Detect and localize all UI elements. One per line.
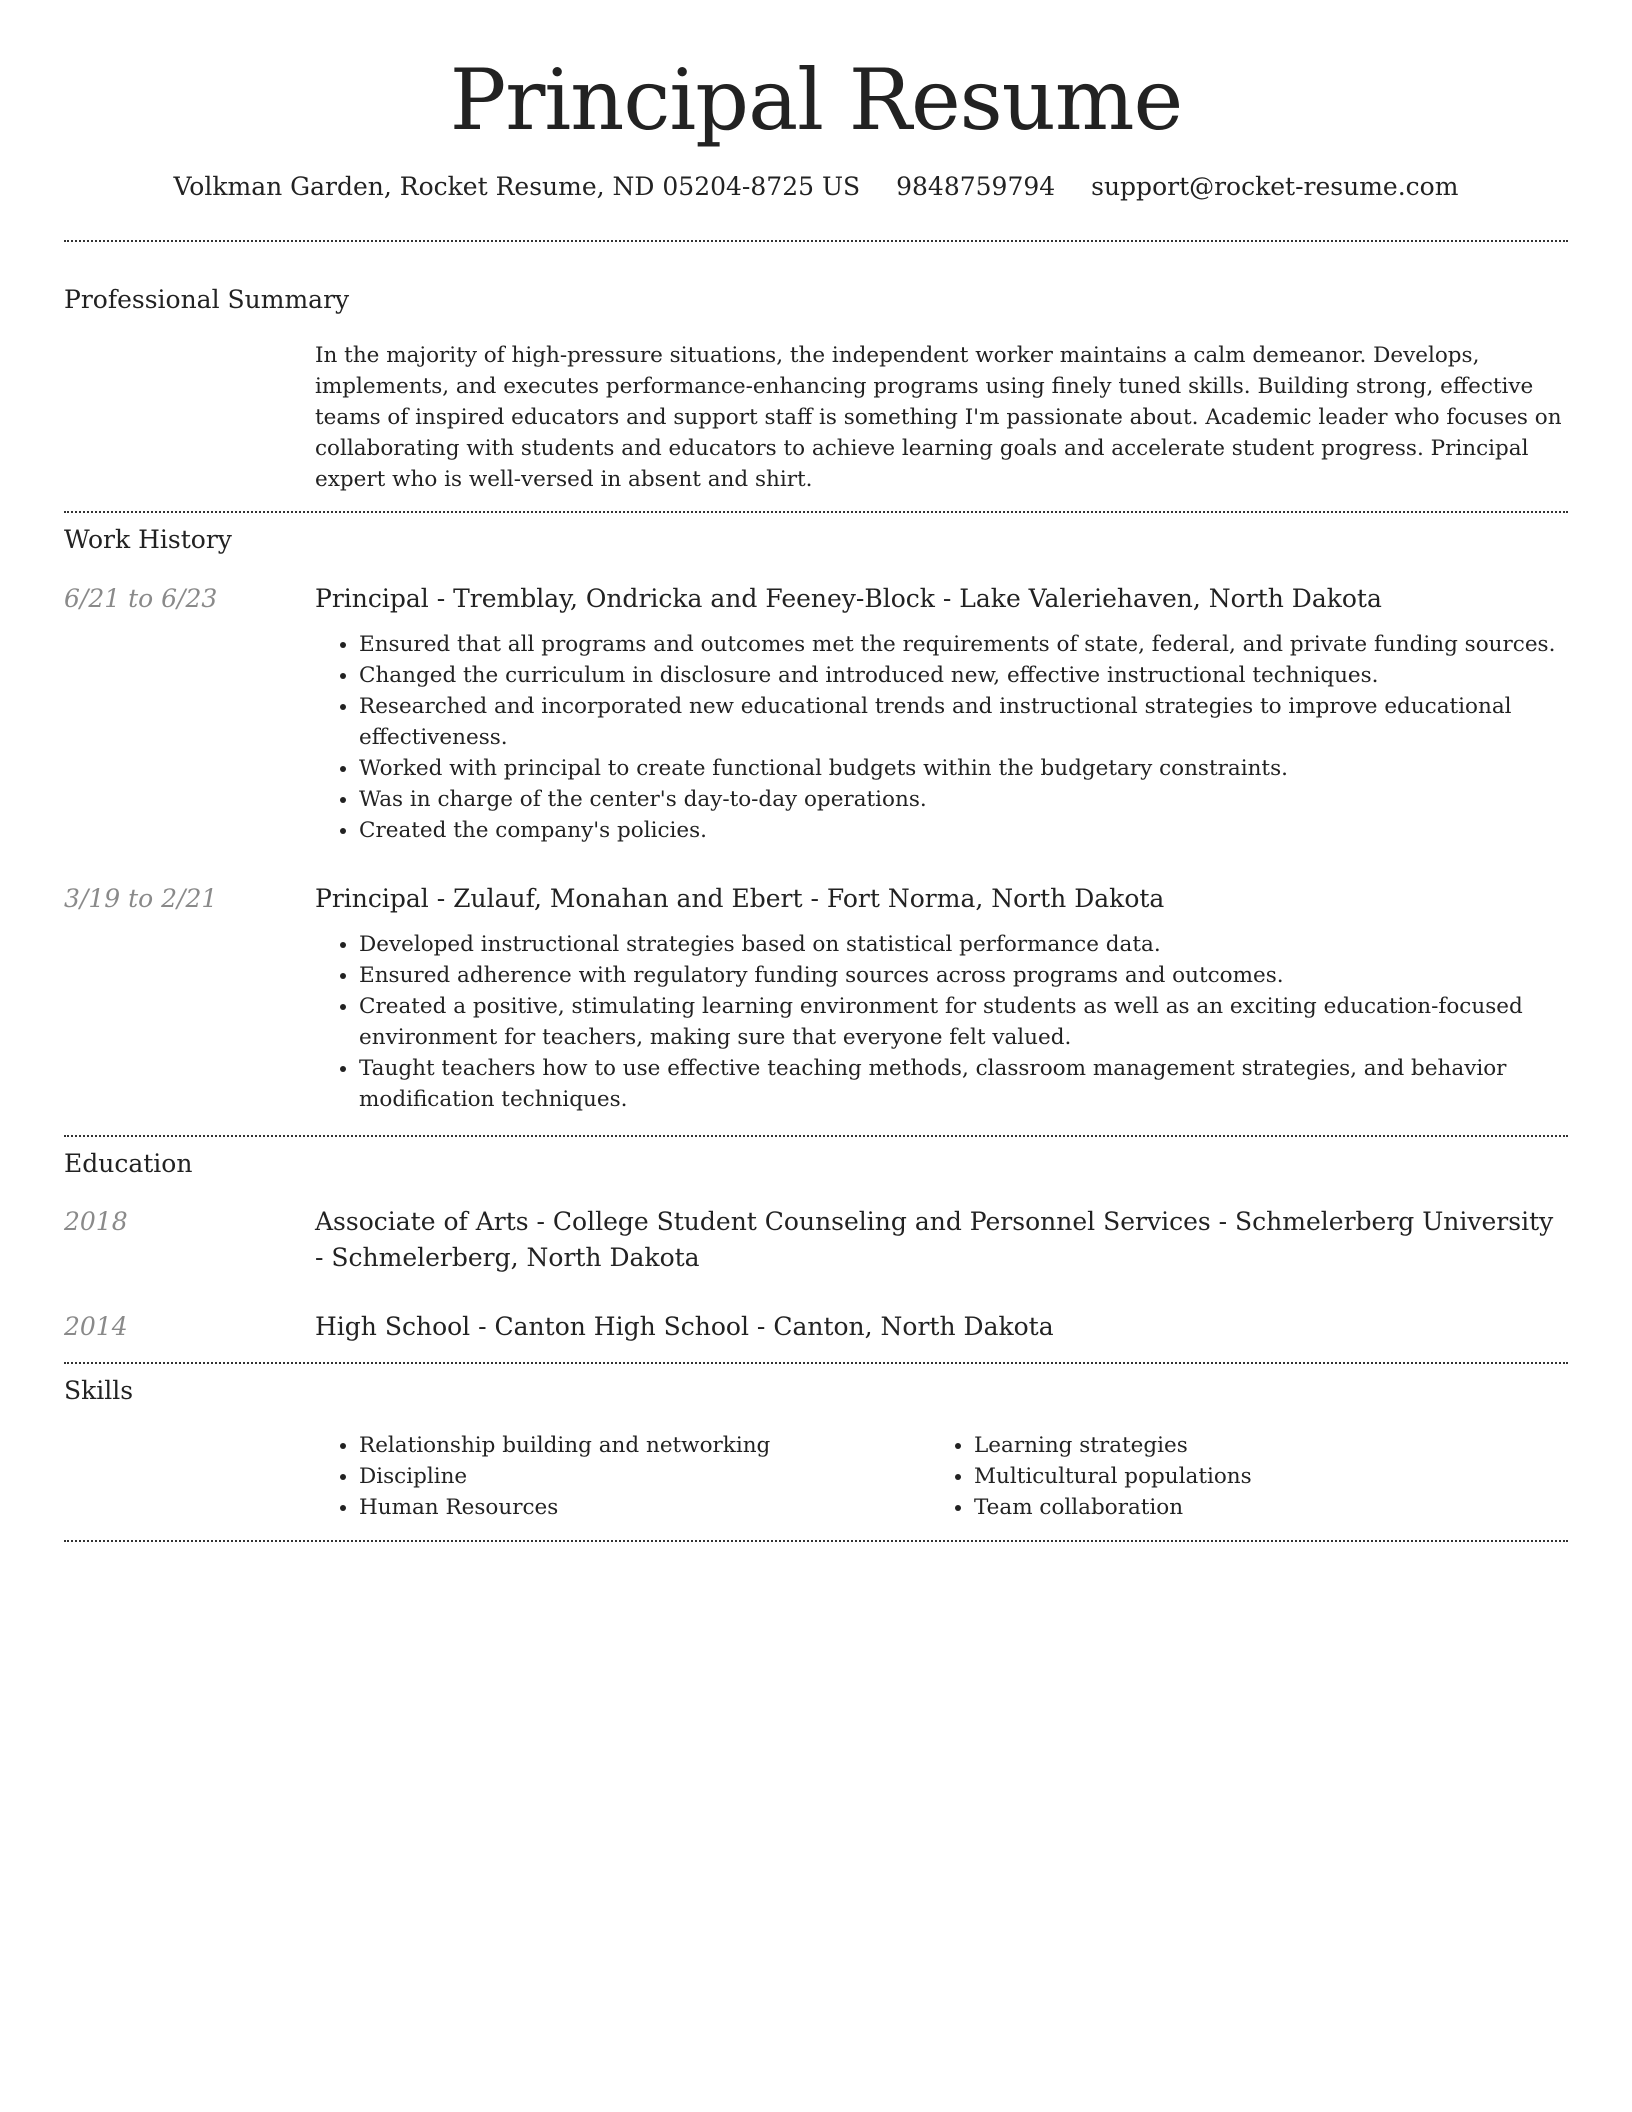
job-bullets [315, 929, 1568, 1115]
education-text [315, 1204, 1568, 1276]
section-heading-skills: Skills [64, 1376, 134, 1405]
list-item: • Was in charge of the center's day-to-day operations. [359, 784, 1568, 815]
skill-item: • Multicultural populations [974, 1461, 1520, 1492]
skills-list [315, 1430, 905, 1523]
contact-phone: 9848759794 [896, 172, 1056, 201]
contact-line [64, 170, 1568, 204]
education-school: - Canton High School - Canton, North Dakota [470, 1312, 1054, 1341]
skills-column-left [315, 1430, 905, 1523]
education-school: - Schmelerberg University - Schmelerberg, North Dakota [315, 1207, 1554, 1272]
job-dates: 6/21 to 6/23 [64, 584, 218, 613]
divider [64, 240, 1568, 242]
list-item: • Researched and incorporated new educational trends and instructional strategies to improve educational effectiveness. [359, 691, 1568, 753]
section-heading-work: Work History [64, 525, 232, 554]
education-degree: Associate of Arts - College Student Counseling and Personnel Services [315, 1207, 1211, 1236]
education-entry [315, 1309, 1568, 1345]
skills-list [930, 1430, 1520, 1523]
education-text [315, 1309, 1568, 1345]
contact-email: support@rocket-resume.com [1091, 172, 1459, 201]
section-heading-education: Education [64, 1149, 193, 1178]
skill-item: • Discipline [359, 1461, 905, 1492]
divider [64, 1135, 1568, 1137]
list-item: • Ensured that all programs and outcomes met the requirements of state, federal, and private funding sources. [359, 629, 1568, 660]
education-year: 2014 [64, 1312, 128, 1341]
skill-item: • Relationship building and networking [359, 1430, 905, 1461]
list-item: • Created a positive, stimulating learning environment for students as well as an exciting education-focused environment for teachers, making sure that everyone felt valued. [359, 991, 1568, 1053]
contact-address: Volkman Garden, Rocket Resume, ND 05204-8725 US [173, 172, 861, 201]
job-entry [315, 881, 1568, 1115]
job-bullets [315, 629, 1568, 846]
skills-column-right [930, 1430, 1520, 1523]
job-entry [315, 581, 1568, 846]
education-entry [315, 1204, 1568, 1276]
list-item: • Ensured adherence with regulatory funding sources across programs and outcomes. [359, 960, 1568, 991]
list-item: • Changed the curriculum in disclosure and introduced new, effective instructional techniques. [359, 660, 1568, 691]
list-item: • Worked with principal to create functional budgets within the budgetary constraints. [359, 753, 1568, 784]
skill-item: • Team collaboration [974, 1492, 1520, 1523]
summary-body [315, 340, 1568, 495]
divider [64, 1362, 1568, 1364]
job-title: Principal - Tremblay, Ondricka and Feeney-Block - Lake Valeriehaven, North Dakota [315, 584, 1382, 613]
skill-item: • Learning strategies [974, 1430, 1520, 1461]
resume-header [64, 0, 1568, 204]
education-year: 2018 [64, 1207, 128, 1236]
summary-text: In the majority of high-pressure situations, the independent worker maintains a calm demeanor. Develops, implements, and executes performance-enhancing programs using finely tuned skills. Building strong, effective teams of inspired educators and support staff is something I'm passionate about. Academic leader who focuses on collaborating with students and educators to achieve learning goals and accelerate student progress. Principal expert who is well-versed in absent and shirt. [315, 343, 1562, 492]
skill-item: • Human Resources [359, 1492, 905, 1523]
section-heading-summary: Professional Summary [64, 285, 350, 314]
job-dates: 3/19 to 2/21 [64, 884, 218, 913]
education-degree: High School [315, 1312, 471, 1341]
list-item: • Taught teachers how to use effective teaching methods, classroom management strategies, and behavior modification techniques. [359, 1053, 1568, 1115]
job-title: Principal - Zulauf, Monahan and Ebert - Fort Norma, North Dakota [315, 884, 1165, 913]
divider [64, 1540, 1568, 1542]
resume-name: Principal Resume [449, 51, 1183, 149]
list-item: • Developed instructional strategies based on statistical performance data. [359, 929, 1568, 960]
divider [64, 511, 1568, 513]
list-item: • Created the company's policies. [359, 815, 1568, 846]
